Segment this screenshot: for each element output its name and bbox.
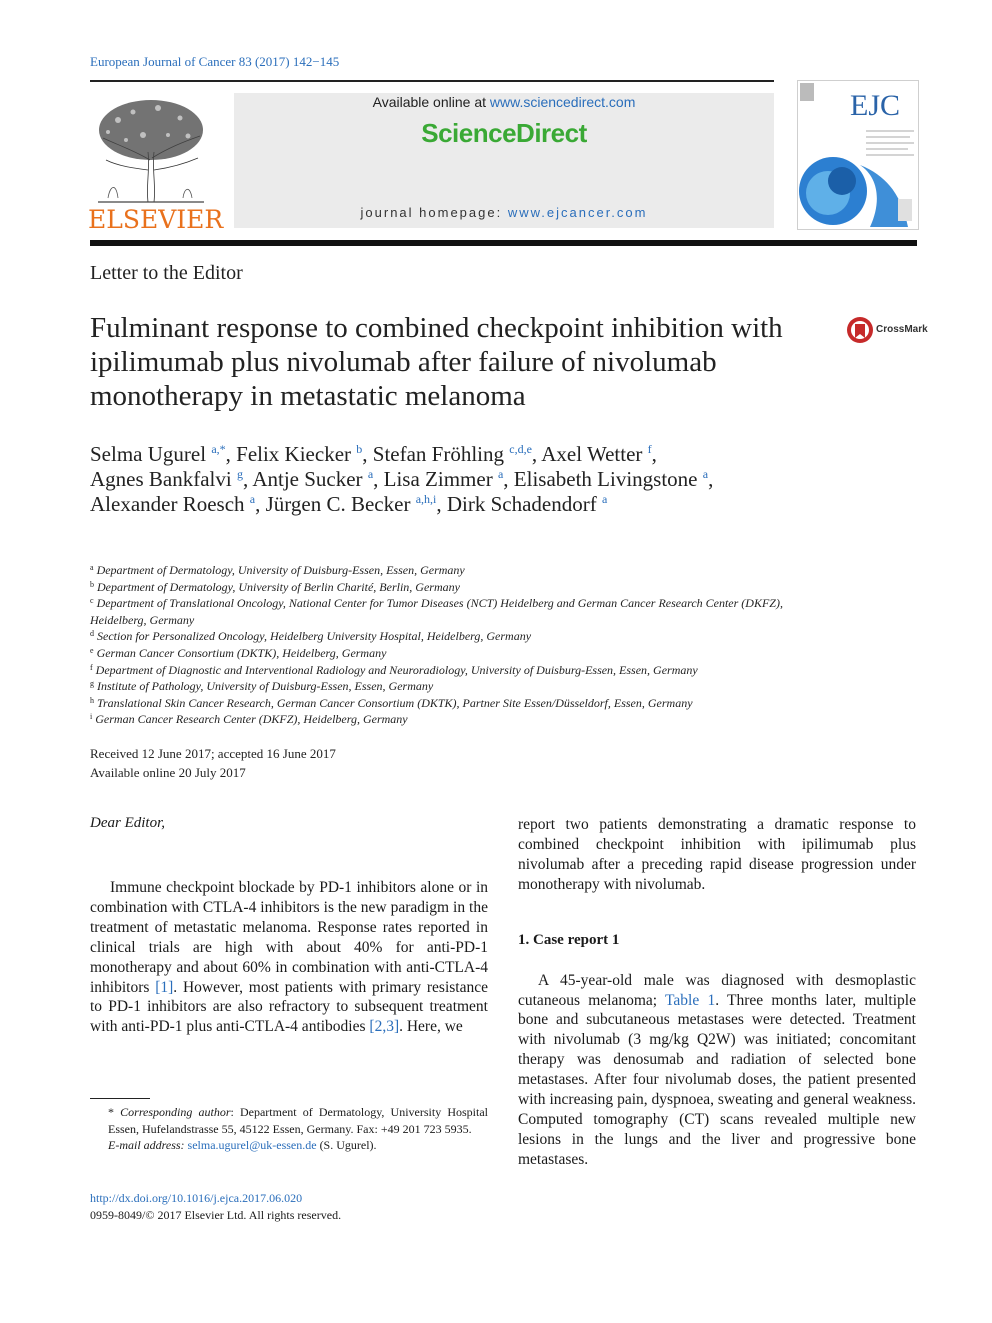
affiliation-item: $^a$ Department of Dermatology, University of Duisburg-Essen, Essen, Germany bbox=[90, 563, 465, 577]
body-paragraph: Immune checkpoint blockade by PD-1 inhibitors alone or in combination with CTLA-4 inhibitors is the new paradigm in the treatment of metastatic melanoma. Response rates reported in clinical trials are high with about 40% for anti-PD-1 monotherapy and about 60% in combination with anti-CTLA-4 inhibitors [1]. However, most patients with primary resistance to PD-1 inhibitors are also refractory to subsequent treatment with anti-PD-1 plus anti-CTLA-4 antibodies [2,3]. Here, we bbox=[90, 879, 488, 1036]
author[interactable]: Lisa Zimmer $^a$, bbox=[383, 467, 514, 491]
sciencedirect-link[interactable]: www.sciencedirect.com bbox=[489, 94, 636, 110]
article-type: Letter to the Editor bbox=[90, 262, 243, 284]
affiliation-marker[interactable]: b bbox=[356, 442, 363, 456]
author[interactable]: Dirk Schadendorf $^a$ bbox=[446, 492, 608, 516]
sciencedirect-logo[interactable]: ScienceDirect bbox=[421, 118, 587, 148]
article-title: Fulminant response to combined checkpoint inhibition with ipilimumab plus nivolumab after failure of nivolumab monotherapy in metastatic melanoma bbox=[90, 312, 783, 412]
received-date: Received 12 June 2017; accepted 16 June 2017 bbox=[90, 746, 336, 761]
affiliation-item: $^e$ German Cancer Consortium (DKTK), Heidelberg, Germany bbox=[90, 645, 387, 660]
affiliation-list bbox=[90, 562, 810, 728]
elsevier-wordmark: ELSEVIER bbox=[88, 205, 224, 234]
journal-cover-thumbnail[interactable] bbox=[797, 80, 919, 230]
salutation: Dear Editor, bbox=[90, 815, 165, 831]
author[interactable]: Axel Wetter $^f$, bbox=[541, 442, 657, 466]
body-paragraph-continued: report two patients demonstrating a dramatic response to combined checkpoint inhibition with ipilimumab plus nivolumab after a preceding rapid disease progression under monotherapy with nivolumab. bbox=[518, 816, 916, 893]
affiliation-marker[interactable]: g bbox=[236, 467, 243, 481]
journal-citation[interactable]: European Journal of Cancer 83 (2017) 142−145 bbox=[90, 54, 340, 69]
affiliation-item: $^i$ German Cancer Research Center (DKFZ), Heidelberg, Germany bbox=[90, 712, 408, 727]
author[interactable]: Selma Ugurel $^{a,*}$, bbox=[90, 442, 237, 466]
crossmark-icon bbox=[846, 316, 874, 344]
affiliation-marker[interactable]: a,* bbox=[211, 442, 226, 456]
affiliation-marker[interactable]: c,d,e bbox=[509, 442, 532, 456]
journal-homepage-link[interactable]: www.ejcancer.com bbox=[507, 205, 648, 220]
affiliation-marker[interactable]: a bbox=[702, 467, 709, 481]
author-email-link[interactable]: selma.ugurel@uk-essen.de bbox=[187, 1138, 317, 1153]
affiliation-item: $^c$ Department of Translational Oncology, National Center for Tumor Diseases (NCT) Heidelberg and German Cancer Research Center (DKFZ), Heidelberg, Germany bbox=[90, 596, 783, 627]
body-column-left bbox=[90, 815, 488, 1037]
article-history bbox=[90, 744, 336, 782]
doi-link[interactable]: http://dx.doi.org/10.1016/j.ejca.2017.06.020 bbox=[90, 1191, 303, 1205]
affiliation-item: $^b$ Department of Dermatology, University of Berlin Charité, Berlin, Germany bbox=[90, 579, 460, 594]
affiliation-marker[interactable]: a,h,i bbox=[415, 492, 437, 506]
author[interactable]: Stefan Fröhling $^{c,d,e}$, bbox=[372, 442, 542, 466]
crossmark-label: CrossMark bbox=[876, 324, 928, 335]
header-top-rule bbox=[90, 80, 774, 82]
header-thick-rule bbox=[90, 240, 917, 246]
author[interactable]: Antje Sucker $^a$, bbox=[252, 467, 384, 491]
author[interactable]: Alexander Roesch $^a$, bbox=[90, 492, 266, 516]
affiliation-item: $^g$ Institute of Pathology, University of Duisburg-Essen, Essen, Germany bbox=[90, 679, 434, 694]
affiliation-item: $^f$ Department of Diagnostic and Interventional Radiology and Neuroradiology, University of Duisburg-Essen, Essen, Germany bbox=[90, 662, 698, 677]
corresponding-author-footnote: * Corresponding author: Department of Dermatology, University Hospital Essen, Hufelandstrasse 55, 45122 Essen, Germany. Fax: +49 201 723 5935. E-mail address: selma.ugurel@uk-essen.de (S. Ugurel). bbox=[108, 1105, 489, 1153]
cover-title: EJC bbox=[850, 89, 901, 122]
affiliation-item: $^d$ Section for Personalized Oncology, Heidelberg University Hospital, Heidelberg, Germany bbox=[90, 629, 532, 644]
body-column-right bbox=[518, 815, 916, 1170]
affiliation-marker[interactable]: a bbox=[249, 492, 256, 506]
affiliation-marker[interactable]: a bbox=[497, 467, 504, 481]
reference-link[interactable]: [2,3] bbox=[369, 1018, 400, 1036]
table-link[interactable]: Table 1 bbox=[665, 991, 716, 1009]
footnote-rule bbox=[90, 1098, 150, 1099]
copyright-line: 0959-8049/© 2017 Elsevier Ltd. All rights reserved. bbox=[90, 1208, 342, 1222]
body-paragraph: A 45-year-old male was diagnosed with desmoplastic cutaneous melanoma; Table 1. Three months later, multiple bone and subcutaneous metastases were detected. Treatment with nivolumab (3 mg/kg Q2W) was initiated; concomitant therapy was denosumab and radiation of selected bone metastases. After four nivolumab doses, the patient presented with increasing pain, dyspnoea, sweating and general weakness. Computed tomography (CT) scans revealed multiple new lesions in the lungs and the liver and progressive bone metastases. bbox=[518, 971, 916, 1168]
author[interactable]: Felix Kiecker $^b$, bbox=[236, 442, 373, 466]
cover-artwork bbox=[798, 81, 918, 229]
author[interactable]: Agnes Bankfalvi $^g$, bbox=[90, 467, 253, 491]
homepage-prefix: journal homepage: bbox=[360, 205, 508, 220]
affiliation-marker[interactable]: a bbox=[367, 467, 374, 481]
journal-homepage-line bbox=[234, 205, 774, 220]
doi-block bbox=[90, 1190, 341, 1224]
affiliation-item: $^h$ Translational Skin Cancer Research, German Cancer Consortium (DKTK), Partner Site Essen/Düsseldorf, Essen, Germany bbox=[90, 695, 693, 710]
available-online-line bbox=[234, 94, 774, 110]
author[interactable]: Jürgen C. Becker $^{a,h,i}$, bbox=[265, 492, 447, 516]
author[interactable]: Elisabeth Livingstone $^a$, bbox=[513, 467, 714, 491]
reference-link[interactable]: [1] bbox=[155, 978, 174, 996]
section-heading: 1. Case report 1 bbox=[518, 931, 620, 948]
available-prefix: Available online at bbox=[372, 94, 490, 110]
online-date: Available online 20 July 2017 bbox=[90, 765, 246, 780]
affiliation-marker[interactable]: f bbox=[647, 442, 652, 456]
author-list bbox=[90, 442, 850, 517]
crossmark-badge[interactable] bbox=[846, 316, 928, 344]
affiliation-marker[interactable]: a bbox=[601, 492, 608, 506]
